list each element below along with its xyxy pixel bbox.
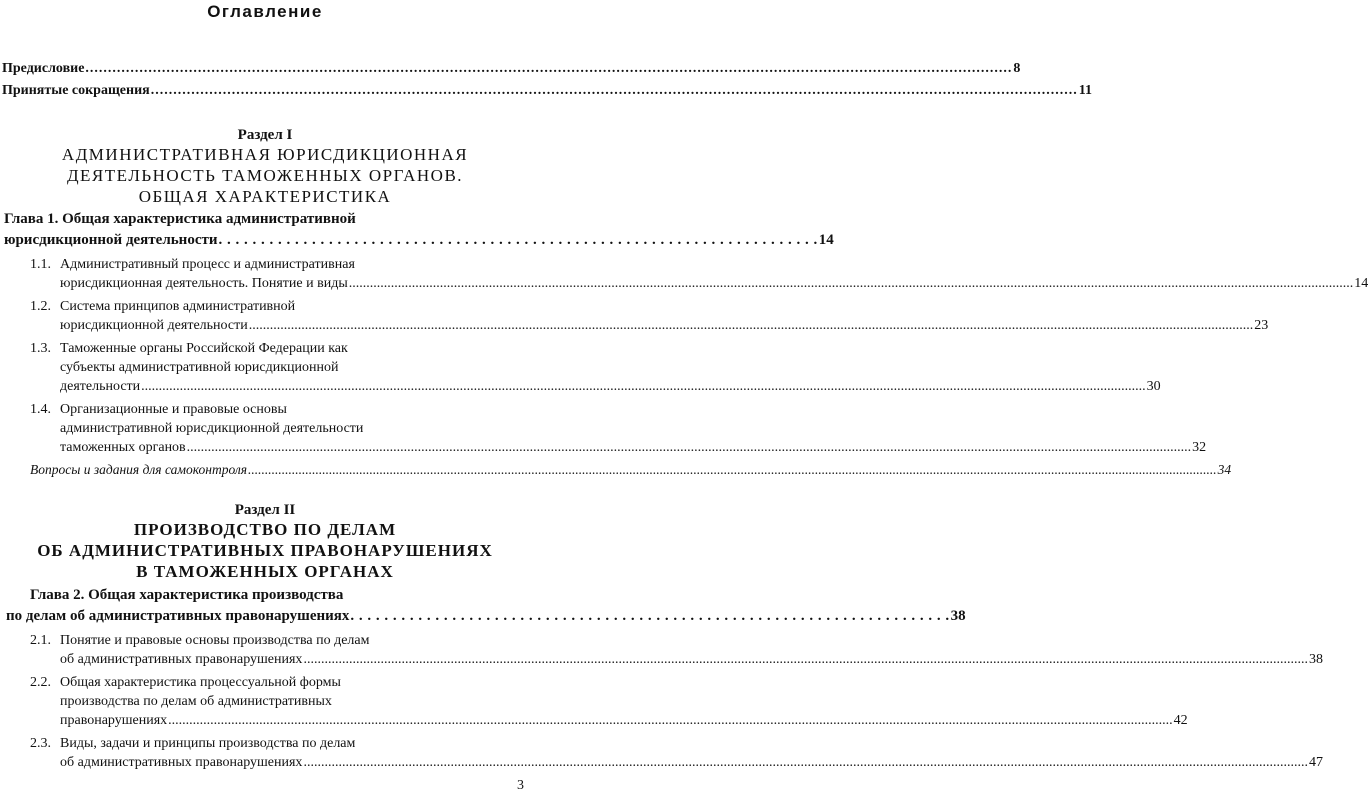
subsection-number: 1.3. [30, 341, 51, 356]
page-title: Оглавление [207, 2, 323, 21]
subsection-number: 2.1. [30, 633, 51, 648]
toc-entry-abbreviations[interactable] [0, 80, 1092, 102]
section-label: Раздел II [234, 502, 296, 518]
section-title-line: ДЕЯТЕЛЬНОСТЬ ТАМОЖЕННЫХ ОРГАНОВ. [66, 166, 464, 185]
dot-leader [187, 438, 1192, 457]
dot-leader [350, 606, 949, 627]
toc-subsection-1-4[interactable] [0, 400, 1207, 457]
toc-page-number: 14 [1354, 276, 1368, 291]
section-heading-1 [0, 126, 530, 207]
subsection-number: 2.2. [30, 675, 51, 690]
toc-entry-self-check[interactable] [0, 460, 1232, 479]
dot-leader [349, 274, 1354, 293]
toc-subsection-1-3[interactable] [0, 339, 1161, 396]
dot-leader [219, 230, 818, 251]
dot-leader [303, 753, 1308, 772]
toc-entry-preface[interactable] [0, 58, 1021, 80]
subsection-number: 1.2. [30, 299, 51, 314]
subsection-title-line: субъекты административной юрисдикционной [60, 360, 339, 375]
section-label: Раздел I [237, 127, 293, 143]
toc-entry-label: Вопросы и задания для самоконтроля [30, 462, 248, 477]
dot-leader [248, 460, 1217, 479]
toc-page-number: 8 [1013, 61, 1021, 76]
toc-page-number: 38 [950, 608, 966, 624]
toc-subsection-2-1[interactable] [0, 631, 1323, 669]
subsection-title-line: Виды, задачи и принципы производства по делам [60, 736, 356, 751]
toc-subsection-1-1[interactable] [0, 255, 1368, 293]
toc-page-number: 38 [1308, 652, 1323, 667]
dot-leader [303, 650, 1308, 669]
subsection-title-line: Административный процесс и административная [60, 257, 355, 272]
toc-page-number: 11 [1078, 83, 1092, 98]
chapter-title-line: юрисдикционной деятельности [4, 232, 218, 248]
subsection-title-line: Общая характеристика процессуальной формы [60, 675, 341, 690]
toc-page-number: 30 [1146, 379, 1161, 394]
chapter-title-line: Глава 2. Общая характеристика производства [30, 587, 344, 603]
toc-page-number: 23 [1254, 318, 1269, 333]
toc-entry-label: Принятые сокращения [2, 83, 150, 98]
section-title-line: В ТАМОЖЕННЫХ ОРГАНАХ [136, 562, 394, 581]
chapter-title-line: Глава 1. Общая характеристика административной [4, 211, 356, 227]
subsection-title-line: производства по делам об административных [60, 694, 332, 709]
subsection-title-line: юрисдикционная деятельность. Понятие и виды [60, 276, 348, 291]
subsection-title-line: административной юрисдикционной деятельности [60, 421, 364, 436]
subsection-title-line: юрисдикционной деятельности [60, 318, 248, 333]
toc-page-number: 42 [1173, 713, 1188, 728]
table-of-contents [0, 58, 1368, 772]
subsection-title-line: об административных правонарушениях [60, 755, 303, 770]
section-title-line: ОБ АДМИНИСТРАТИВНЫХ ПРАВОНАРУШЕНИЯХ [37, 541, 493, 560]
subsection-title-line: Таможенные органы Российской Федерации как [60, 341, 348, 356]
section-title-line: ОБЩАЯ ХАРАКТЕРИСТИКА [138, 187, 392, 206]
subsection-title-line: деятельности [60, 379, 141, 394]
toc-subsection-2-2[interactable] [0, 673, 1188, 730]
subsection-title-line: таможенных органов [60, 440, 186, 455]
subsection-number: 1.4. [30, 402, 51, 417]
subsection-number: 2.3. [30, 736, 51, 751]
subsection-title-line: Понятие и правовые основы производства по делам [60, 633, 370, 648]
toc-page-number: 47 [1308, 755, 1323, 770]
section-heading-2 [0, 501, 530, 582]
subsection-title-line: правонарушениях [60, 713, 168, 728]
dot-leader [249, 316, 1254, 335]
dot-leader [141, 377, 1146, 396]
toc-subsection-2-3[interactable] [0, 734, 1323, 772]
dot-leader [151, 80, 1078, 102]
toc-subsection-1-2[interactable] [0, 297, 1269, 335]
toc-page-number: 14 [818, 232, 834, 248]
dot-leader [168, 711, 1173, 730]
subsection-number: 1.1. [30, 257, 51, 272]
toc-chapter-1[interactable] [0, 209, 834, 251]
subsection-title-line: об административных правонарушениях [60, 652, 303, 667]
subsection-title-line: Система принципов административной [60, 299, 296, 314]
section-title-line: АДМИНИСТРАТИВНАЯ ЮРИСДИКЦИОННАЯ [61, 145, 469, 164]
dot-leader [85, 58, 1012, 80]
page-number: 3 [517, 778, 524, 793]
toc-chapter-2[interactable] [0, 585, 966, 627]
toc-page-number: 32 [1192, 440, 1207, 455]
section-title-line: ПРОИЗВОДСТВО ПО ДЕЛАМ [133, 520, 397, 539]
subsection-title-line: Организационные и правовые основы [60, 402, 287, 417]
toc-entry-label: Предисловие [2, 61, 85, 76]
chapter-title-line: по делам об административных правонарушениях [6, 608, 350, 624]
toc-page-number: 34 [1217, 462, 1232, 477]
